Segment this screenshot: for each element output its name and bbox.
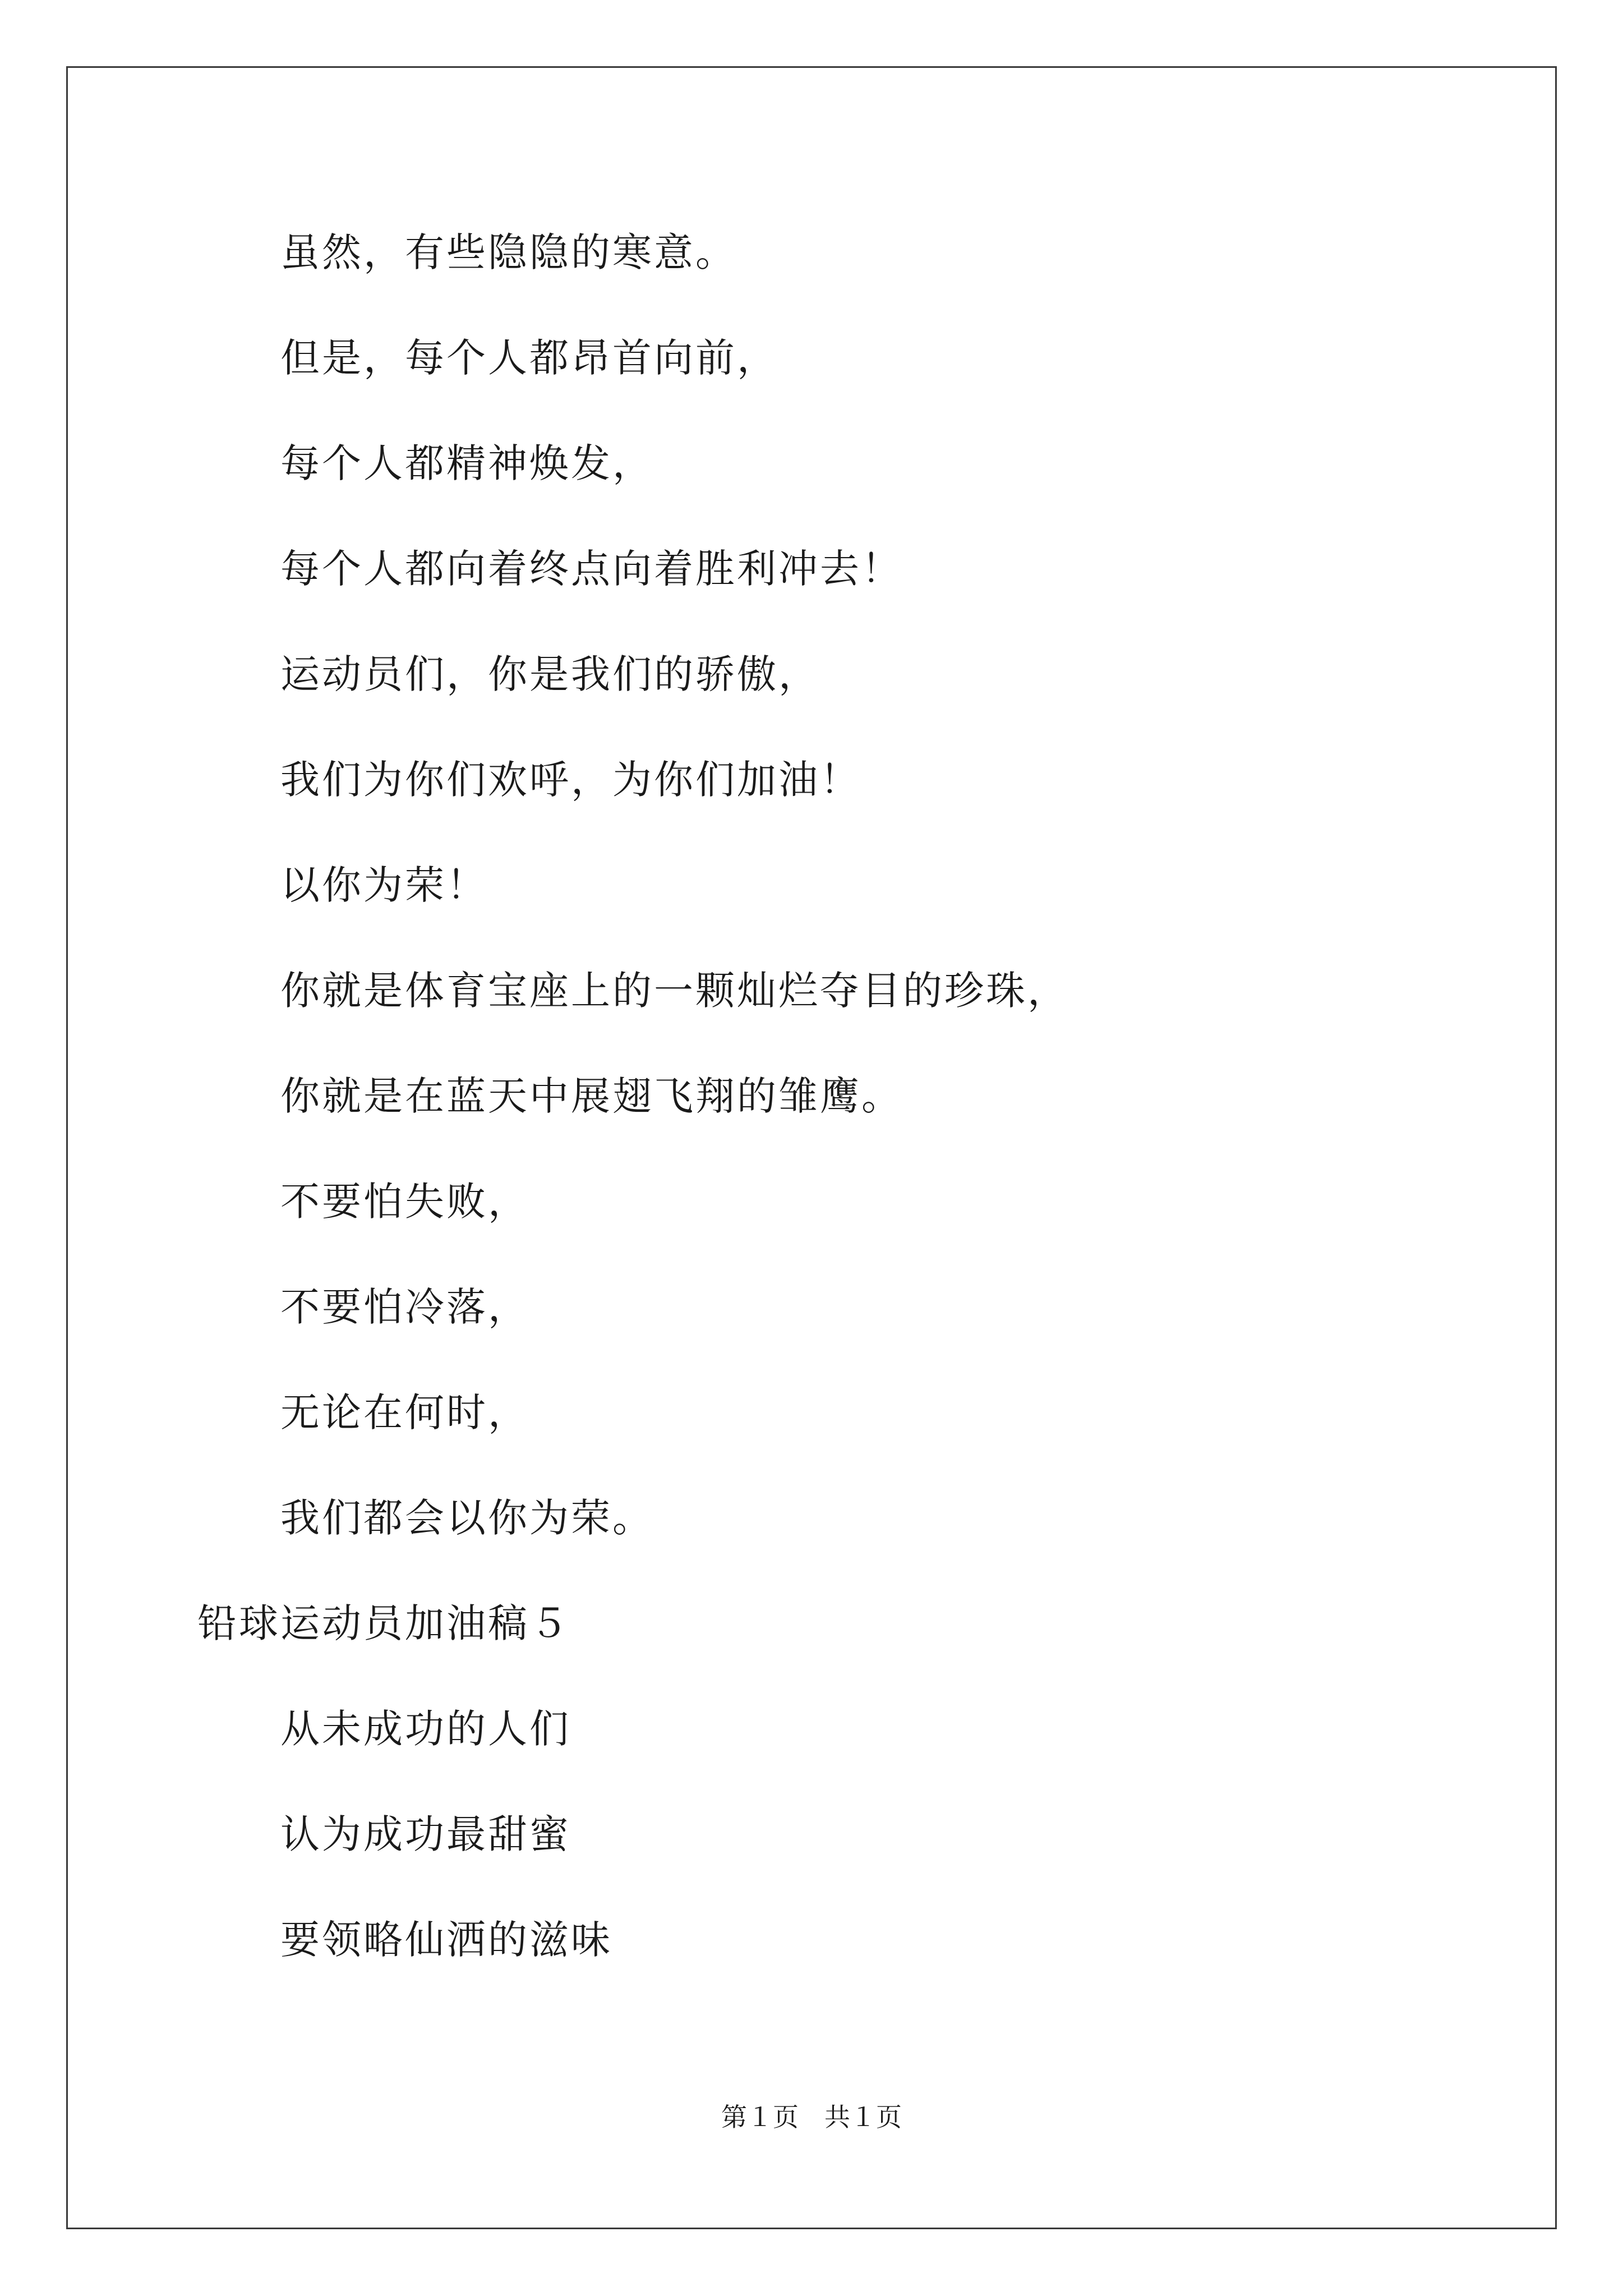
section-heading: 铅球运动员加油稿５ xyxy=(197,1600,571,1646)
text-line: 我们都会以你为荣。 xyxy=(280,1495,654,1541)
text-line: 不要怕冷落， xyxy=(280,1284,529,1330)
text-line: 要领略仙洒的滋味 xyxy=(280,1917,612,1963)
text-line: 从未成功的人们 xyxy=(280,1706,571,1752)
text-line: 你就是在蓝天中展翅飞翔的雏鹰。 xyxy=(280,1073,903,1119)
text-line: 认为成功最甜蜜 xyxy=(280,1811,571,1857)
text-line: 每个人都向着终点向着胜利冲去！ xyxy=(280,546,903,592)
text-line: 虽然，有些隐隐的寒意。 xyxy=(280,229,737,275)
text-line: 你就是体育宝座上的一颗灿烂夺目的珍珠， xyxy=(280,968,1069,1014)
text-line: 以你为荣！ xyxy=(280,862,488,908)
text-line: 但是，每个人都昂首向前， xyxy=(280,335,778,381)
text-line: 无论在何时， xyxy=(280,1389,529,1435)
page-footer: 第１页 共１页 xyxy=(721,2102,902,2132)
text-line: 每个人都精神焕发， xyxy=(280,440,654,486)
page-border xyxy=(66,66,1557,2229)
text-line: 不要怕失败， xyxy=(280,1179,529,1225)
text-line: 我们为你们欢呼，为你们加油！ xyxy=(280,757,861,803)
text-line: 运动员们，你是我们的骄傲， xyxy=(280,651,820,697)
